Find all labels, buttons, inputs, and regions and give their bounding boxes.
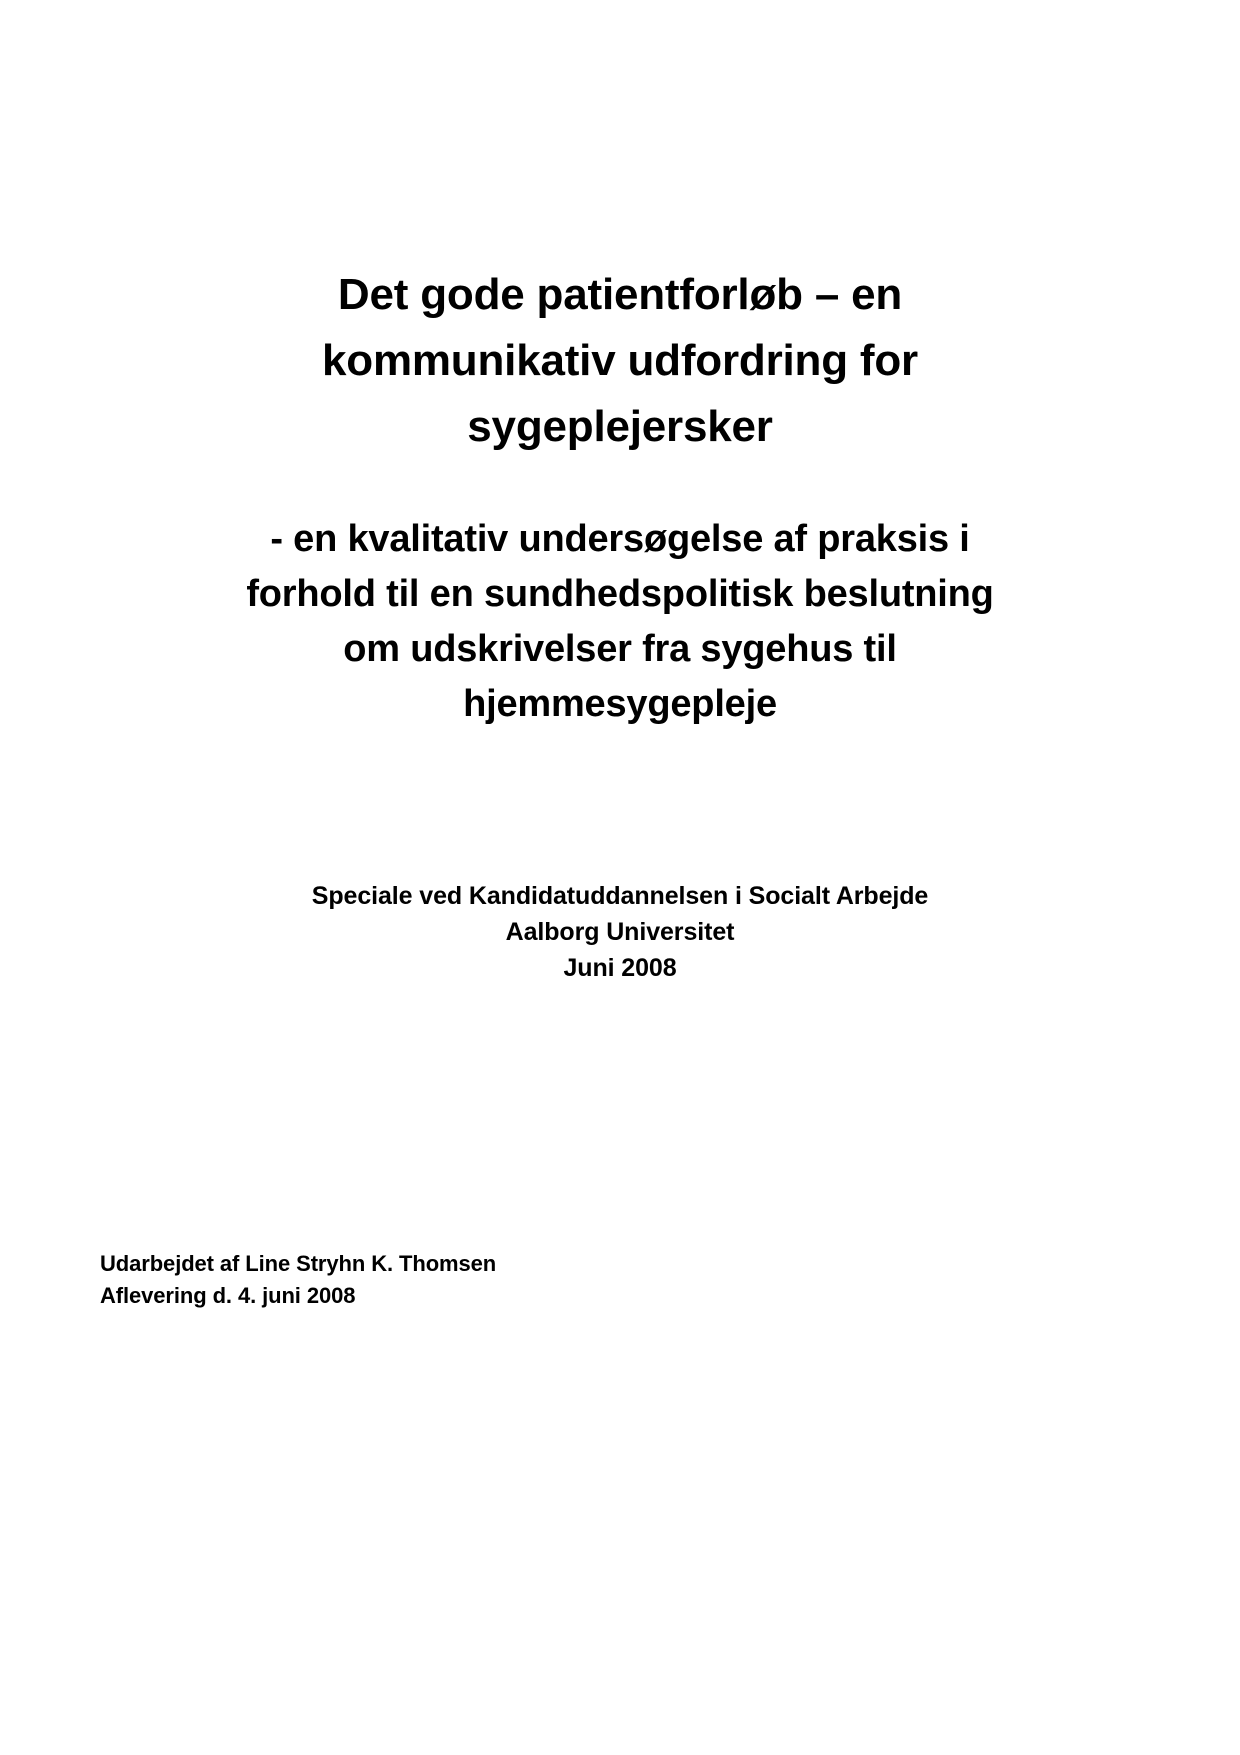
author-block [100, 1248, 900, 1312]
author-name-line: Udarbejdet af Line Stryhn K. Thomsen [100, 1251, 497, 1276]
institution-block [120, 878, 1120, 986]
subtitle-line-1: - en kvalitativ undersøgelse af praksis i [270, 518, 970, 560]
title-line-3: sygeplejersker [467, 402, 773, 451]
subtitle-line-4: hjemmesygepleje [463, 683, 777, 725]
page-subtitle [100, 512, 1140, 732]
subtitle-line-3: om udskrivelser fra sygehus til [343, 628, 897, 670]
submission-date-line: Aflevering d. 4. juni 2008 [100, 1283, 356, 1308]
page-title [120, 262, 1120, 460]
date-line: Juni 2008 [563, 954, 677, 982]
title-line-2: kommunikativ udfordring for [322, 336, 918, 385]
subtitle-line-2: forhold til en sundhedspolitisk beslutning [246, 573, 994, 615]
programme-line: Speciale ved Kandidatuddannelsen i Socialt Arbejde [311, 882, 929, 910]
university-line: Aalborg Universitet [505, 918, 735, 946]
title-line-1: Det gode patientforløb – en [337, 270, 903, 319]
